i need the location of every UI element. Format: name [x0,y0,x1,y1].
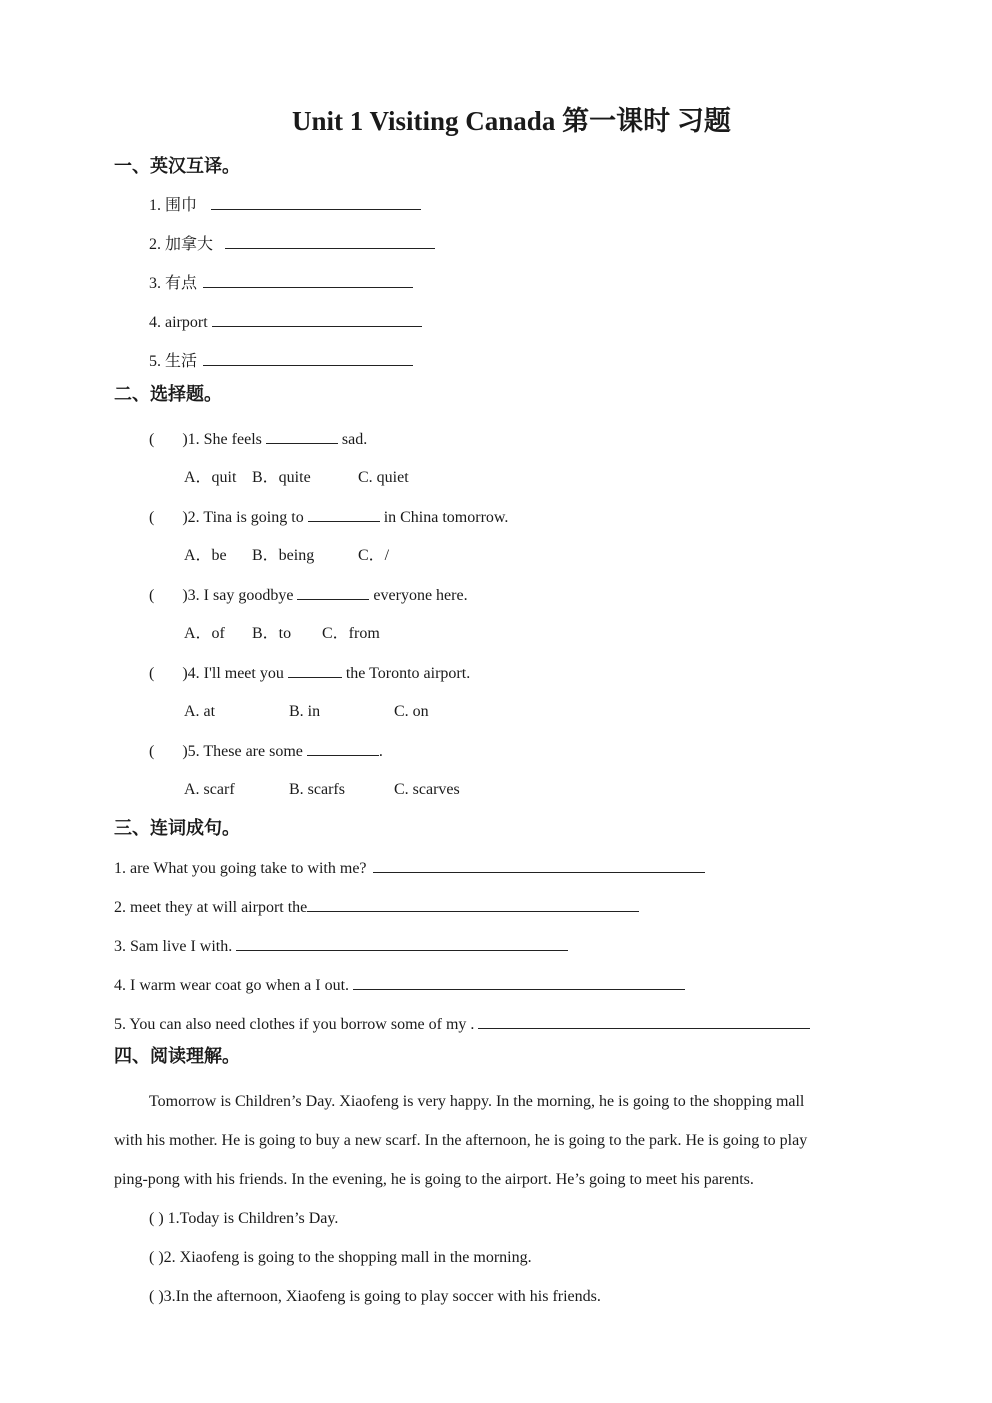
question-text-end: sad. [341,431,368,448]
options-row [184,702,429,722]
question-text: )3. I say goodbye [182,587,294,604]
option-c[interactable]: C．/ [358,547,390,564]
question-blank [297,585,369,600]
option-b[interactable]: B．quite [252,469,311,486]
translation-prompt: 3. 有点 [149,275,198,292]
option-a[interactable]: A．quit [184,469,237,486]
translation-item [149,234,435,255]
passage-line: Tomorrow is Children’s Day. Xiaofeng is very happy. In the morning, he is going to the shopping mall [149,1093,805,1110]
scrambled-words: 3. Sam live I with. [114,938,233,955]
answer-paren[interactable]: ( [149,509,155,526]
answer-blank[interactable] [225,234,435,249]
answer-blank[interactable] [212,312,422,327]
judgment-item[interactable]: ( ) 1.Today is Children’s Day. [149,1210,339,1227]
choice-question [149,585,468,606]
section-3-heading: 三、连词成句。 [114,818,240,838]
translation-prompt: 2. 加拿大 [149,236,214,253]
question-text-end: everyone here. [373,587,468,604]
scrambled-words: 5. You can also need clothes if you borrow some of my . [114,1016,475,1033]
option-a[interactable]: A．be [184,547,227,564]
question-text-end: in China tomorrow. [383,509,509,526]
option-b[interactable]: B．being [252,547,315,564]
translation-item [149,351,413,372]
question-text-end: . [378,743,383,760]
scrambled-words: 2. meet they at will airport the [114,899,308,916]
choice-question [149,507,508,528]
options-row [184,468,409,488]
choice-question [149,429,367,450]
answer-paren[interactable]: ( [149,665,155,682]
scrambled-words: 4. I warm wear coat go when a I out. [114,977,350,994]
passage-line: ping-pong with his friends. In the evening, he is going to the airport. He’s going to meet his parents. [114,1171,754,1188]
option-a[interactable]: A. scarf [184,781,235,798]
answer-paren[interactable]: ( [149,431,155,448]
translation-item [149,273,413,294]
choice-question [149,663,470,684]
translation-item [149,312,422,333]
judgment-item[interactable]: ( )2. Xiaofeng is going to the shopping mall in the morning. [149,1249,532,1266]
option-a[interactable]: A．of [184,625,225,642]
judgment-item[interactable]: ( )3.In the afternoon, Xiaofeng is going to play soccer with his friends. [149,1288,601,1305]
scrambled-words: 1. are What you going take to with me? [114,860,367,877]
question-blank [307,741,379,756]
question-text: )4. I'll meet you [182,665,284,682]
question-blank [308,507,380,522]
options-row [184,546,389,566]
question-text: )2. Tina is going to [182,509,304,526]
translation-prompt: 1. 围巾 [149,197,198,214]
option-c[interactable]: C. on [394,703,429,720]
option-c[interactable]: C. quiet [358,469,409,486]
answer-blank[interactable] [203,351,413,366]
option-b[interactable]: B. scarfs [289,781,345,798]
answer-blank[interactable] [307,897,639,912]
option-b[interactable]: B. in [289,703,321,720]
answer-blank[interactable] [236,936,568,951]
answer-blank[interactable] [373,858,705,873]
answer-paren[interactable]: ( [149,587,155,604]
section-1-heading: 一、英汉互译。 [114,156,240,176]
option-c[interactable]: C．from [322,625,380,642]
answer-paren[interactable]: ( [149,743,155,760]
answer-blank[interactable] [203,273,413,288]
sentence-item [114,936,568,957]
options-row [184,780,460,800]
section-2-heading: 二、选择题。 [114,384,222,404]
question-text-end: the Toronto airport. [345,665,471,682]
question-text: )5. These are some [182,743,303,760]
answer-blank[interactable] [211,195,421,210]
sentence-item [114,897,639,918]
answer-blank[interactable] [478,1014,810,1029]
option-a[interactable]: A. at [184,703,216,720]
choice-question [149,741,383,762]
options-row [184,624,380,644]
sentence-item [114,1014,810,1035]
question-text: )1. She feels [182,431,262,448]
question-blank [266,429,338,444]
translation-prompt: 4. airport [149,314,208,331]
sentence-item [114,858,705,879]
option-c[interactable]: C. scarves [394,781,460,798]
question-blank [288,663,342,678]
passage-line: with his mother. He is going to buy a new scarf. In the afternoon, he is going to the park. He is going to play [114,1132,808,1149]
translation-item [149,195,421,216]
section-4-heading: 四、阅读理解。 [114,1046,240,1066]
page-title: Unit 1 Visiting Canada 第一课时 习题 [292,106,731,136]
option-b[interactable]: B．to [252,625,292,642]
answer-blank[interactable] [353,975,685,990]
translation-prompt: 5. 生活 [149,353,198,370]
sentence-item [114,975,685,996]
